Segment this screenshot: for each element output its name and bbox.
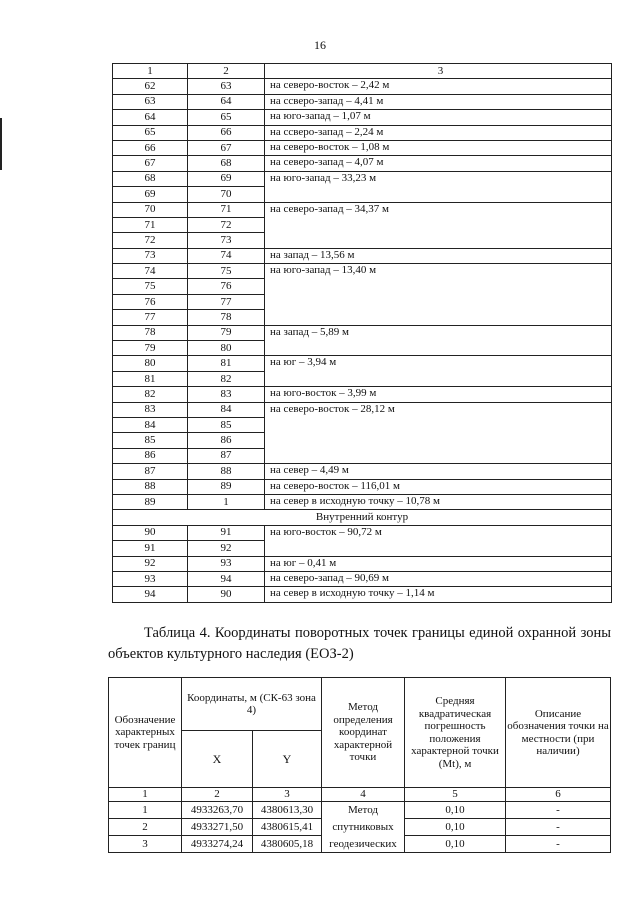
column-number: 2: [182, 788, 253, 802]
coord-x: 4933271,50: [182, 819, 253, 836]
table-row: [113, 310, 612, 325]
table-row: [113, 402, 612, 417]
point-from: 63: [113, 94, 188, 109]
point-from: 78: [113, 325, 188, 340]
table-row: [113, 110, 612, 125]
column-number-row: [109, 788, 611, 802]
table-row: [113, 494, 612, 509]
table-row: [113, 479, 612, 494]
point-from: 75: [113, 279, 188, 294]
point-to: 66: [188, 125, 265, 140]
point-from: 91: [113, 541, 188, 556]
table-row: [113, 79, 612, 94]
header-method: Метод определения координат характерной точки: [322, 678, 405, 788]
point-from: 92: [113, 556, 188, 571]
point-from: 82: [113, 387, 188, 402]
segment-description: на юго-восток – 90,72 м: [265, 525, 612, 540]
column-number: 4: [322, 788, 405, 802]
point-designation: 2: [109, 819, 182, 836]
point-from: 77: [113, 310, 188, 325]
point-from: 73: [113, 248, 188, 263]
point-to: 84: [188, 402, 265, 417]
boundary-segments-table: [112, 63, 612, 603]
point-to: 81: [188, 356, 265, 371]
point-from: 69: [113, 187, 188, 202]
point-to: 88: [188, 464, 265, 479]
point-designation: 3: [109, 836, 182, 853]
header-designation: Обозначение характерных точек границ: [109, 678, 182, 788]
segment-description: [265, 310, 612, 325]
point-to: 74: [188, 248, 265, 263]
point-to: 79: [188, 325, 265, 340]
coord-y: 4380605,18: [253, 836, 322, 853]
table-row: [113, 187, 612, 202]
point-from: 79: [113, 341, 188, 356]
point-to: 86: [188, 433, 265, 448]
table-row: [113, 356, 612, 371]
point-to: 64: [188, 94, 265, 109]
table-row: [113, 556, 612, 571]
table-row: [113, 341, 612, 356]
coord-x: 4933274,24: [182, 836, 253, 853]
point-from: 76: [113, 294, 188, 309]
point-to: 87: [188, 448, 265, 463]
header-description: Описание обозначения точки на местности (при наличии): [506, 678, 611, 788]
point-to: 63: [188, 79, 265, 94]
point-from: 87: [113, 464, 188, 479]
point-to: 82: [188, 371, 265, 386]
segment-description: [265, 217, 612, 232]
point-from: 94: [113, 587, 188, 602]
segment-description: на юг – 3,94 м: [265, 356, 612, 371]
segment-description: на север в исходную точку – 10,78 м: [265, 494, 612, 509]
table-row: [113, 417, 612, 432]
mean-error: 0,10: [405, 802, 506, 819]
table-row: [113, 525, 612, 540]
segment-description: [265, 417, 612, 432]
table-row: [113, 156, 612, 171]
segment-description: [265, 279, 612, 294]
point-description: -: [506, 836, 611, 853]
point-to: 75: [188, 264, 265, 279]
coord-y: 4380615,41: [253, 819, 322, 836]
point-from: 66: [113, 140, 188, 155]
point-from: 93: [113, 571, 188, 586]
mean-error: 0,10: [405, 836, 506, 853]
point-to: 69: [188, 171, 265, 186]
table-row: [113, 217, 612, 232]
column-header: 3: [265, 64, 612, 79]
coord-y: 4380613,30: [253, 802, 322, 819]
column-header: 1: [113, 64, 188, 79]
segment-description: на север – 4,49 м: [265, 464, 612, 479]
point-to: 91: [188, 525, 265, 540]
point-to: 1: [188, 494, 265, 509]
point-to: 77: [188, 294, 265, 309]
point-to: 71: [188, 202, 265, 217]
point-to: 85: [188, 417, 265, 432]
point-description: -: [506, 819, 611, 836]
segment-description: на северо-восток – 2,42 м: [265, 79, 612, 94]
header-x: X: [182, 731, 253, 788]
table-row: [109, 836, 611, 853]
segment-description: [265, 433, 612, 448]
segment-description: на северо-запад – 4,07 м: [265, 156, 612, 171]
segment-description: на юго-запад – 13,40 м: [265, 264, 612, 279]
segment-description: на ссверо-запад – 4,41 м: [265, 94, 612, 109]
segment-description: на юго-запад – 33,23 м: [265, 171, 612, 186]
point-to: 72: [188, 217, 265, 232]
point-to: 83: [188, 387, 265, 402]
table-row: [113, 387, 612, 402]
table-row: [113, 125, 612, 140]
point-from: 72: [113, 233, 188, 248]
column-number: 6: [506, 788, 611, 802]
point-from: 84: [113, 417, 188, 432]
page-number: 16: [314, 38, 326, 52]
point-from: 89: [113, 494, 188, 509]
table-row: [109, 819, 611, 836]
point-from: 81: [113, 371, 188, 386]
method: геодезических: [322, 836, 405, 853]
segment-description: [265, 233, 612, 248]
point-from: 74: [113, 264, 188, 279]
segment-description: на запад – 5,89 м: [265, 325, 612, 340]
segment-description: на северо-запад – 90,69 м: [265, 571, 612, 586]
point-from: 86: [113, 448, 188, 463]
table-row: [113, 448, 612, 463]
table-row: [113, 202, 612, 217]
segment-description: на ссверо-запад – 2,24 м: [265, 125, 612, 140]
point-from: 80: [113, 356, 188, 371]
point-to: 94: [188, 571, 265, 586]
point-to: 67: [188, 140, 265, 155]
table-row: [113, 248, 612, 263]
segment-description: на северо-восток – 1,08 м: [265, 140, 612, 155]
column-header: 2: [188, 64, 265, 79]
table-row: [113, 325, 612, 340]
segment-description: на север в исходную точку – 1,14 м: [265, 587, 612, 602]
page-edge-mark: [0, 118, 2, 170]
point-from: 67: [113, 156, 188, 171]
method: Метод: [322, 802, 405, 819]
point-from: 85: [113, 433, 188, 448]
point-from: 90: [113, 525, 188, 540]
table-row: [113, 233, 612, 248]
table4-caption: Таблица 4. Координаты поворотных точек границы единой охранной зоны объектов культурного наследия (ЕОЗ-2): [108, 625, 611, 662]
method: спутниковых: [322, 819, 405, 836]
point-to: 70: [188, 187, 265, 202]
table-row: [113, 140, 612, 155]
segment-description: [265, 187, 612, 202]
segment-description: на юг – 0,41 м: [265, 556, 612, 571]
point-to: 92: [188, 541, 265, 556]
point-from: 70: [113, 202, 188, 217]
point-to: 90: [188, 587, 265, 602]
table-row: [113, 464, 612, 479]
point-designation: 1: [109, 802, 182, 819]
segment-description: на запад – 13,56 м: [265, 248, 612, 263]
table-row: [113, 571, 612, 586]
table-row: [113, 94, 612, 109]
point-to: 65: [188, 110, 265, 125]
segment-description: на северо-восток – 116,01 м: [265, 479, 612, 494]
header-y: Y: [253, 731, 322, 788]
header-coordinates: Координаты, м (СК-63 зона 4): [182, 678, 322, 731]
column-number: 1: [109, 788, 182, 802]
section-label: Внутренний контур: [113, 510, 612, 525]
point-description: -: [506, 802, 611, 819]
table-row: [113, 294, 612, 309]
table-row: [113, 587, 612, 602]
point-from: 64: [113, 110, 188, 125]
point-from: 83: [113, 402, 188, 417]
table-header-row: [113, 64, 612, 79]
table-row: [113, 371, 612, 386]
point-to: 89: [188, 479, 265, 494]
table-row: [113, 433, 612, 448]
column-number: 3: [253, 788, 322, 802]
segment-description: [265, 541, 612, 556]
segment-description: на северо-восток – 28,12 м: [265, 402, 612, 417]
table-row: [113, 171, 612, 186]
segment-description: [265, 294, 612, 309]
segment-description: на северо-запад – 34,37 м: [265, 202, 612, 217]
segment-description: [265, 448, 612, 463]
point-to: 80: [188, 341, 265, 356]
table-row: [109, 802, 611, 819]
coordinates-table: [108, 677, 611, 853]
table-row: [113, 279, 612, 294]
header-error: Средняя квадратическая погрешность положения характерной точки (Mt), м: [405, 678, 506, 788]
point-from: 88: [113, 479, 188, 494]
point-to: 68: [188, 156, 265, 171]
point-from: 71: [113, 217, 188, 232]
segment-description: на юго-восток – 3,99 м: [265, 387, 612, 402]
segment-description: на юго-запад – 1,07 м: [265, 110, 612, 125]
mean-error: 0,10: [405, 819, 506, 836]
point-from: 68: [113, 171, 188, 186]
table-row: [113, 264, 612, 279]
point-to: 76: [188, 279, 265, 294]
segment-description: [265, 371, 612, 386]
point-from: 62: [113, 79, 188, 94]
point-to: 78: [188, 310, 265, 325]
table-row: [113, 541, 612, 556]
column-number: 5: [405, 788, 506, 802]
point-to: 93: [188, 556, 265, 571]
segment-description: [265, 341, 612, 356]
coord-x: 4933263,70: [182, 802, 253, 819]
point-to: 73: [188, 233, 265, 248]
section-row: [113, 510, 612, 525]
point-from: 65: [113, 125, 188, 140]
